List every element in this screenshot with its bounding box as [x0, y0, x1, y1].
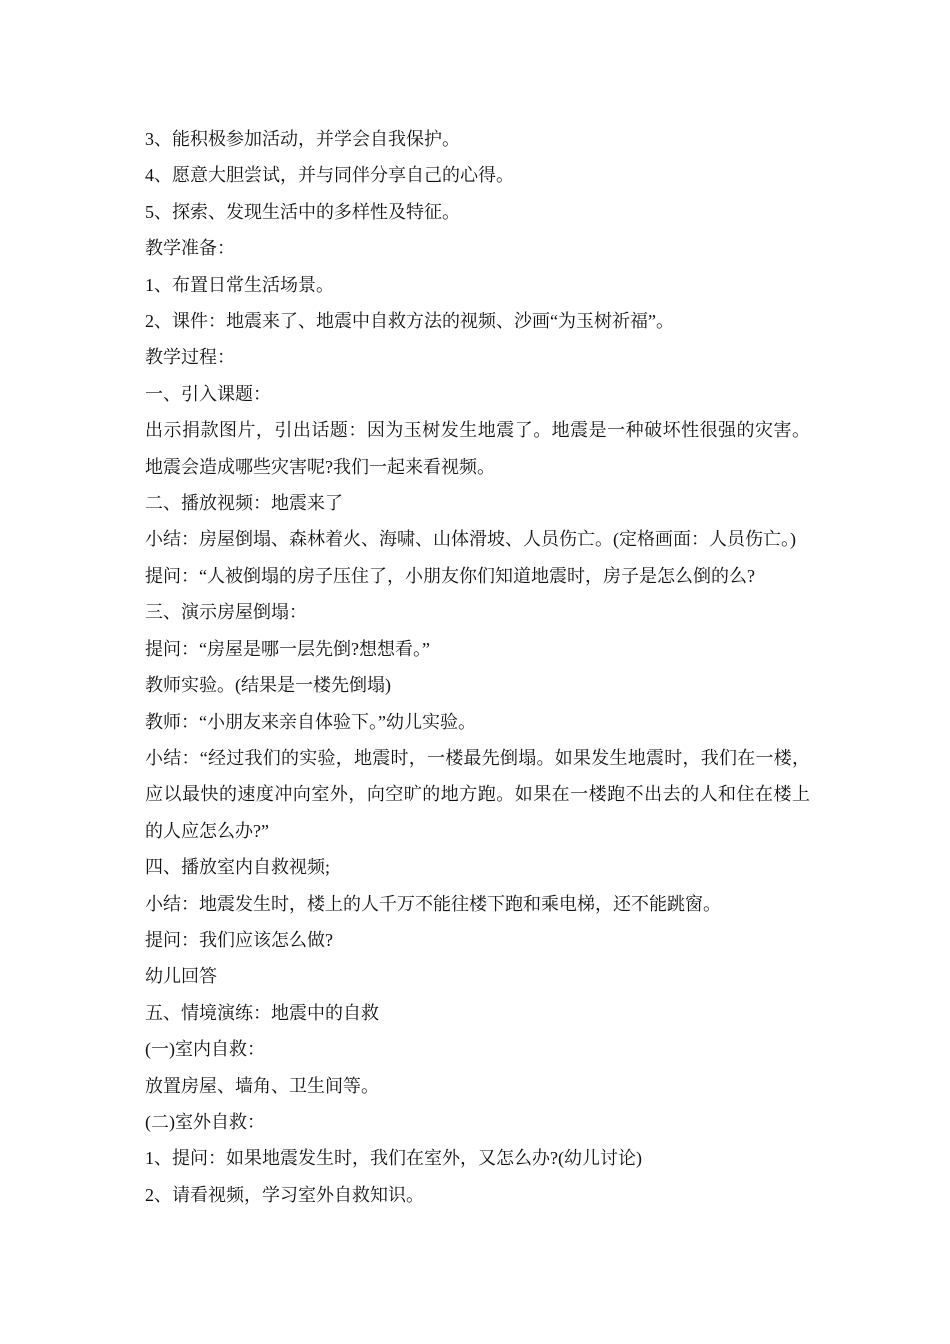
step-heading-4: 四、播放室内自救视频;	[145, 857, 330, 878]
paragraph-experiment: 教师实验。(结果是一楼先倒塌)	[145, 675, 391, 696]
paragraph-summary-1: 小结：房屋倒塌、森林着火、海啸、山体滑坡、人员伤亡。(定格画面：人员伤亡。)	[145, 529, 796, 550]
subheading-outdoor: (二)室外自救：	[145, 1111, 265, 1132]
section-heading-process: 教学过程：	[145, 347, 235, 368]
section-heading-preparation: 教学准备：	[145, 238, 235, 259]
step-heading-5: 五、情境演练：地震中的自救	[145, 1002, 379, 1023]
paragraph-summary-3: 小结：地震发生时，楼上的人千万不能往楼下跑和乘电梯，还不能跳窗。	[145, 893, 721, 914]
step-heading-3: 三、演示房屋倒塌：	[145, 602, 307, 623]
objective-3: 3、能积极参加活动，并学会自我保护。	[145, 129, 460, 149]
step-heading-1: 一、引入课题：	[145, 383, 271, 404]
outdoor-item-1: 1、提问：如果地震发生时，我们在室外，又怎么办?(幼儿讨论)	[145, 1148, 642, 1169]
paragraph-question-1: 提问：“人被倒塌的房子压住了，小朋友你们知道地震时，房子是怎么倒的么?	[145, 565, 755, 586]
objective-5: 5、探索、发现生活中的多样性及特征。	[145, 201, 460, 222]
step-heading-2: 二、播放视频：地震来了	[145, 493, 343, 514]
preparation-item-2: 2、课件：地震来了、地震中自救方法的视频、沙画“为玉树祈福”。	[145, 311, 674, 332]
paragraph-indoor: 放置房屋、墙角、卫生间等。	[145, 1075, 379, 1096]
document-body	[145, 121, 810, 1213]
paragraph-answer: 幼儿回答	[145, 966, 217, 987]
paragraph-question-3: 提问：我们应该怎么做?	[145, 929, 333, 950]
preparation-item-1: 1、布置日常生活场景。	[145, 274, 334, 295]
paragraph-question-2: 提问：“房屋是哪一层先倒?想想看。”	[145, 638, 430, 659]
paragraph-summary-2: 小结：“经过我们的实验，地震时，一楼最先倒塌。如果发生地震时，我们在一楼，应以最快的速度冲向室外，向空旷的地方跑。如果在一楼跑不出去的人和住在楼上的人应怎么办?”	[145, 747, 810, 841]
paragraph-teacher: 教师：“小朋友来亲自体验下。”幼儿实验。	[145, 711, 476, 732]
paragraph-introduction: 出示捐款图片，引出话题：因为玉树发生地震了。地震是一种破坏性很强的灾害。地震会造成哪些灾害呢?我们一起来看视频。	[145, 420, 810, 477]
objective-4: 4、愿意大胆尝试，并与同伴分享自己的心得。	[145, 165, 514, 186]
subheading-indoor: (一)室内自救：	[145, 1039, 265, 1060]
outdoor-item-2: 2、请看视频，学习室外自救知识。	[145, 1184, 424, 1205]
